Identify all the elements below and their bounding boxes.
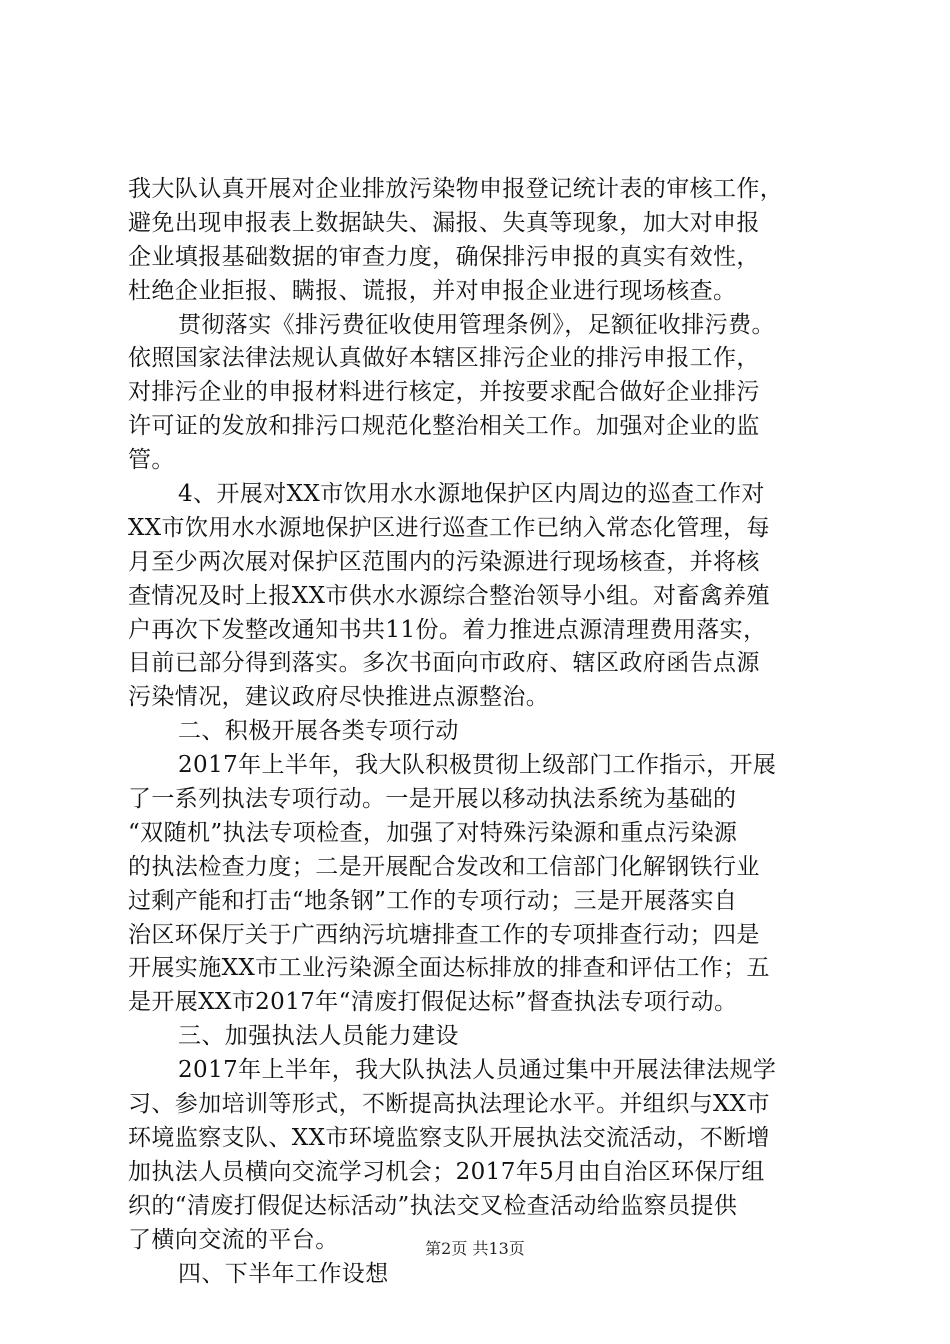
text-line: 开展实施XX市工业污染源全面达标排放的排查和评估工作；五	[128, 955, 770, 982]
text-line: 了横向交流的平台。	[128, 1226, 339, 1253]
document-body	[128, 173, 840, 1291]
text-line: “双随机”执法专项检查，加强了对特殊污染源和重点污染源	[128, 819, 738, 846]
section-heading: 四、下半年工作设想	[178, 1260, 389, 1287]
text-line: 避免出现申报表上数据缺失、漏报、失真等现象，加大对申报	[128, 209, 760, 236]
text-line: 月至少两次展对保护区范围内的污染源进行现场核查，并将核	[128, 548, 760, 575]
paragraph-start: 4、开展对XX市饮用水水源地保护区内周边的巡查工作对	[178, 481, 765, 508]
text-line: 加执法人员横向交流学习机会；2017年5月由自治区环保厅组	[128, 1158, 765, 1185]
text-line: 是开展XX市2017年“清废打假促达标”督查执法专项行动。	[128, 989, 738, 1016]
text-line: XX市饮用水水源地保护区进行巡查工作已纳入常态化管理，每	[128, 514, 770, 541]
text-line: 的执法检查力度；二是开展配合发改和工信部门化解钢铁行业	[128, 853, 760, 880]
text-line: 环境监察支队、XX市环境监察支队开展执法交流活动，不断增	[128, 1124, 770, 1151]
text-line: 织的“清废打假促达标活动”执法交叉检查活动给监察员提供	[128, 1192, 738, 1219]
text-line: 治区环保厅关于广西纳污坑塘排查工作的专项排查行动；四是	[128, 921, 760, 948]
text-line: 杜绝企业拒报、瞒报、谎报，并对申报企业进行现场核查。	[128, 277, 737, 304]
text-line: 污染情况，建议政府尽快推进点源整治。	[128, 684, 550, 711]
page-number-footer: 第2页 共13页	[425, 1239, 525, 1258]
text-line: 我大队认真开展对企业排放污染物申报登记统计表的审核工作，	[128, 176, 784, 202]
text-line: 依照国家法律法规认真做好本辖区排污企业的排污申报工作，	[128, 345, 760, 372]
text-line: 对排污企业的申报材料进行核定，并按要求配合做好企业排污	[128, 379, 760, 406]
text-line: 目前已部分得到落实。多次书面向市政府、辖区政府函告点源	[128, 650, 760, 677]
text-line: 习、参加培训等形式，不断提高执法理论水平。并组织与XX市	[128, 1091, 770, 1118]
text-line: 查情况及时上报XX市供水水源综合整治领导小组。对畜禽养殖	[128, 582, 770, 609]
section-heading: 三、加强执法人员能力建设	[178, 1023, 459, 1050]
text-line: 过剩产能和打击“地条钢”工作的专项行动；三是开展落实自	[128, 887, 738, 914]
text-line: 了一系列执法专项行动。一是开展以移动执法系统为基础的	[128, 786, 737, 813]
text-line: 企业填报基础数据的审查力度，确保排污申报的真实有效性，	[128, 243, 760, 270]
text-line: 许可证的发放和排污口规范化整治相关工作。加强对企业的监	[128, 413, 760, 440]
paragraph-start: 2017年上半年，我大队执法人员通过集中开展法律法规学	[178, 1057, 777, 1084]
text-line: 户再次下发整改通知书共11份。着力推进点源清理费用落实，	[128, 616, 767, 643]
paragraph-start: 贯彻落实《排污费征收使用管理条例》，足额征收排污费。	[178, 311, 775, 338]
paragraph-start: 2017年上半年，我大队积极贯彻上级部门工作指示，开展	[178, 752, 777, 779]
section-heading: 二、积极开展各类专项行动	[178, 718, 459, 745]
text-line: 管。	[128, 447, 175, 474]
